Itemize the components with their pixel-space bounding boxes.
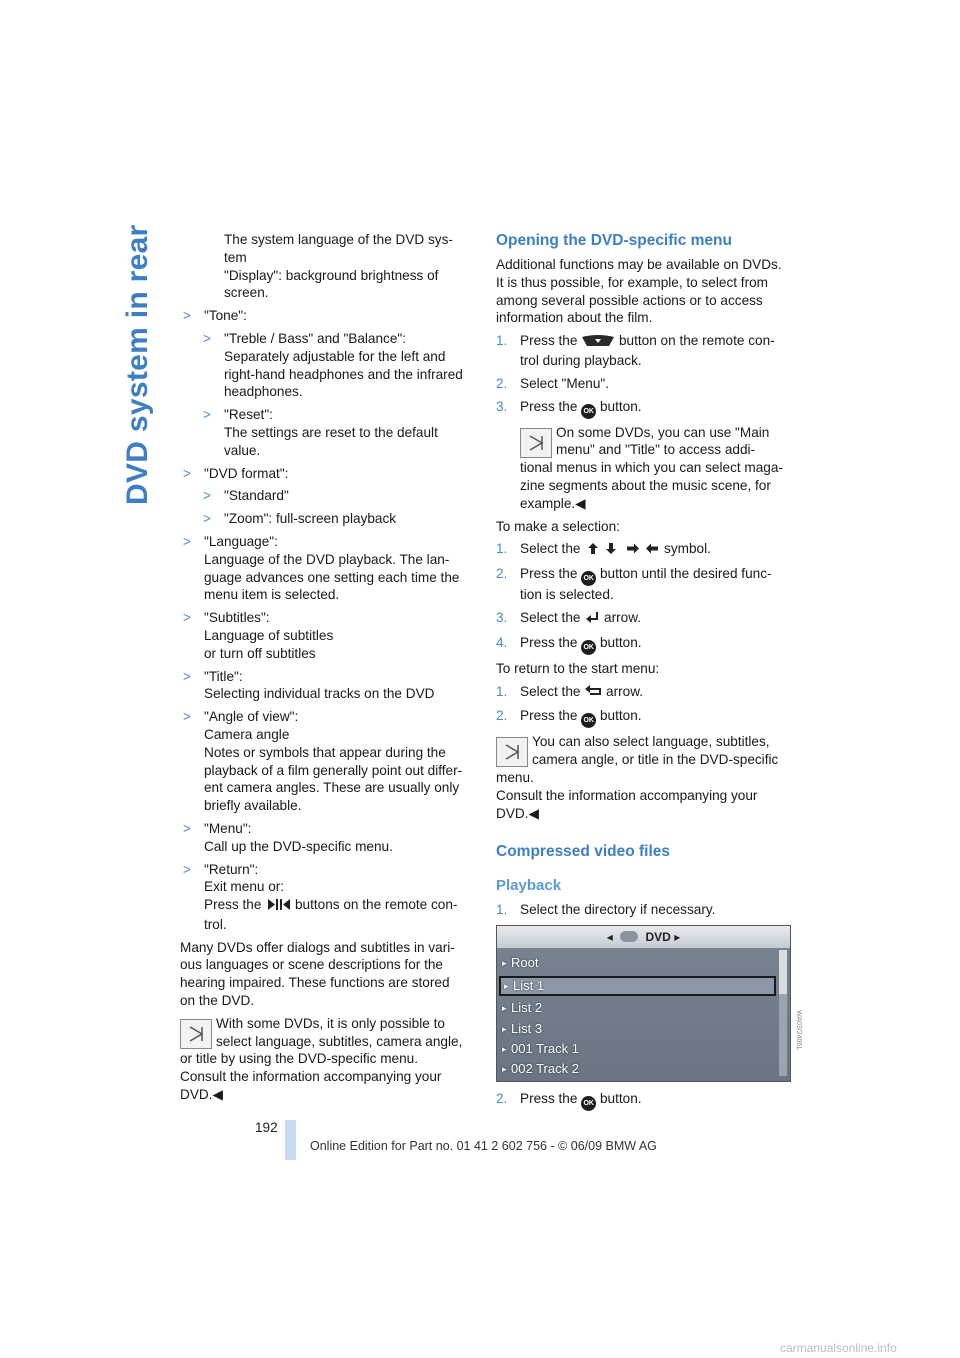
heading-compressed-video: Compressed video files [496, 843, 671, 861]
screen-list-item[interactable]: ▸ 001 Track 1 [499, 1039, 776, 1059]
list-arrow-icon: ▸ [504, 981, 509, 992]
bullet-dvd-format: > "DVD format": [183, 465, 289, 481]
bullet-marker: > [183, 465, 191, 481]
bullet-marker: > [183, 709, 191, 725]
menu-button-icon [581, 334, 615, 352]
return-arrow-icon [584, 685, 602, 703]
step-select-menu: 2. Select "Menu". [496, 375, 609, 391]
list-arrow-icon: ▸ [502, 1064, 507, 1075]
note-select-language: You can also select language, subtitles, camera angle, or title in the DVD-specific menu. Consult the information accompanying your DVD.◀ [496, 734, 779, 821]
step-press-menu-button: 1. Press the button on the remote con- trol during playback. [496, 333, 775, 368]
ok-button-icon: OK [581, 640, 596, 655]
step-press-ok-playback: 2. Press the OK button. [496, 1090, 796, 1111]
bullet-tone: > "Tone": [183, 308, 247, 324]
screen-scrollbar-thumb [779, 950, 787, 994]
disc-icon [620, 931, 638, 942]
step-select-symbol: 1. Select the symbol. [496, 540, 796, 560]
bullet-treble: > "Treble / Bass" and "Balance": Separately adjustable for the left and right-hand headphones and the infrared headphones. [203, 330, 463, 400]
bullet-reset: > "Reset": The settings are reset to the default value. [203, 407, 438, 458]
screen-list-item[interactable]: ▸ List 1 [499, 976, 776, 996]
left-column [180, 231, 480, 1109]
arrow-right-icon: ▸ [674, 930, 681, 945]
dvd-dialogs-paragraph: Many DVDs offer dialogs and subtitles in vari- ous languages or scene descriptions for the hearing impaired. These functions are stored on the DVD. [180, 939, 455, 1009]
screen-title-bar: ◂ DVD ▸ [497, 926, 790, 948]
note-icon [180, 1019, 212, 1049]
bullet-marker: > [183, 861, 191, 877]
enter-arrow-icon [584, 611, 600, 629]
bullet-title: > "Title": Selecting individual tracks on the DVD [183, 668, 435, 702]
bullet-return: > "Return": Exit menu or: Press the buttons on the remote con- trol. [183, 861, 458, 932]
display-paragraph: The system language of the DVD sys- tem "Display": background brightness of screen. [224, 232, 453, 301]
bullet-marker: > [183, 610, 191, 626]
bullet-subtitles: > "Subtitles": Language of subtitles or turn off subtitles [183, 610, 334, 661]
ok-button-icon: OK [581, 1096, 596, 1111]
screen-list-item[interactable]: ▸ List 2 [499, 998, 776, 1018]
step-select-directory: 1. Select the directory if necessary. [496, 902, 716, 918]
screen-list-item[interactable]: ▸ 002 Track 2 [499, 1059, 776, 1079]
dvd-screen-display [496, 925, 791, 1082]
step-select-return-arrow: 1. Select the arrow. [496, 683, 796, 703]
bullet-marker: > [203, 511, 211, 527]
bullet-marker: > [203, 488, 211, 504]
footer-accent-bar [285, 1120, 296, 1160]
bullet-marker: > [183, 668, 191, 684]
right-column [496, 231, 796, 1116]
list-arrow-icon: ▸ [502, 958, 507, 969]
ok-button-icon: OK [581, 571, 596, 586]
direction-arrows-icon [584, 542, 660, 560]
page-number: 192 [255, 1120, 278, 1135]
bullet-marker: > [203, 330, 211, 346]
side-chapter-title: DVD system in rear [121, 224, 154, 505]
bullet-marker: > [183, 308, 191, 324]
step-press-ok-3: 2. Press the OK button. [496, 707, 796, 728]
site-watermark: carmanualsonline.info [780, 1341, 897, 1355]
step-press-ok-until: 2. Press the OK button until the desired func- tion is selected. [496, 566, 772, 603]
ok-button-icon: OK [581, 713, 596, 728]
note-icon [520, 428, 552, 458]
bullet-menu: > "Menu": Call up the DVD-specific menu. [183, 820, 393, 854]
bullet-standard: > "Standard" [203, 488, 289, 504]
bullet-marker: > [203, 407, 211, 423]
screen-list-item[interactable]: ▸ List 3 [499, 1019, 776, 1039]
note-dvd-specific-menu: With some DVDs, it is only possible to select language, subtitles, camera angle, or title by using the DVD-specific menu. Consult the information accompanying your DVD.◀ [180, 1015, 463, 1103]
heading-playback: Playback [496, 877, 562, 895]
list-arrow-icon: ▸ [502, 1003, 507, 1014]
step-press-ok-2: 4. Press the OK button. [496, 634, 796, 655]
note-main-menu: On some DVDs, you can use "Main menu" and "Title" to access addi- tional menus in which you can select maga- zine segments about the music scene, for example.◀ [520, 424, 783, 511]
bullet-marker: > [183, 820, 191, 836]
bullet-angle: > "Angle of view": Camera angle Notes or symbols that appear during the playback of a film generally point out differ- ent camera angles. These are usually only briefly available. [183, 709, 463, 814]
footer-edition: Online Edition for Part no. 01 41 2 602 756 - © 06/09 BMW AG [310, 1139, 657, 1153]
skip-buttons-icon [265, 898, 291, 916]
screen-list-item[interactable]: ▸ Root [499, 953, 776, 973]
list-arrow-icon: ▸ [502, 1044, 507, 1055]
note-icon [496, 737, 528, 767]
additional-functions-paragraph: Additional functions may be available on DVDs. It is thus possible, for example, to select from among several possible actions or to access information about the film. [496, 257, 782, 326]
return-start-label: To return to the start menu: [496, 660, 660, 676]
bullet-zoom: > "Zoom": full-screen playback [203, 511, 397, 527]
step-select-enter-arrow: 3. Select the arrow. [496, 609, 796, 629]
ok-button-icon: OK [581, 404, 596, 419]
bullet-language: > "Language": Language of the DVD playback. The lan- guage advances one setting each time the menu item is selected. [183, 533, 460, 603]
bullet-marker: > [183, 533, 191, 549]
screen-scrollbar [779, 950, 787, 1076]
image-code: WA03/2406L [795, 1010, 802, 1051]
make-selection-label: To make a selection: [496, 518, 620, 534]
arrow-left-icon: ◂ [606, 930, 613, 945]
heading-opening-dvd-menu: Opening the DVD-specific menu [496, 232, 732, 249]
list-arrow-icon: ▸ [502, 1024, 507, 1035]
step-press-ok: 3. Press the OK button. [496, 398, 796, 419]
